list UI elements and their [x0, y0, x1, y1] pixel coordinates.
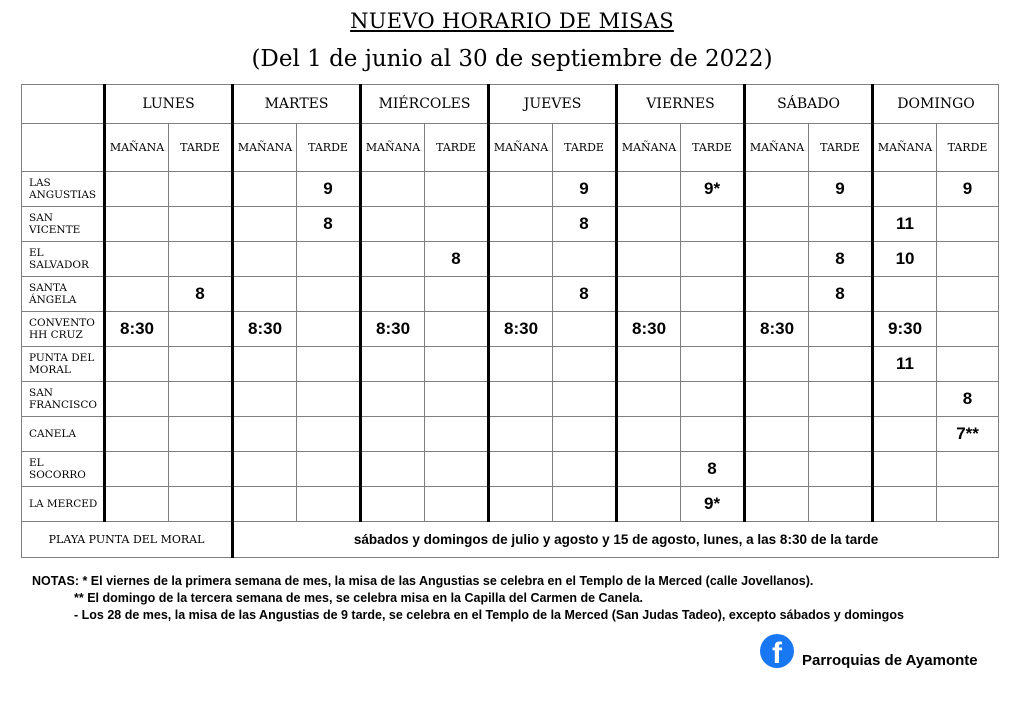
- corner-cell: [22, 124, 105, 172]
- mass-time-cell: 8:30: [489, 312, 553, 347]
- place-name-line: MORAL: [29, 364, 71, 376]
- table-row: [22, 417, 999, 452]
- place-name-line: CONVENTO: [29, 317, 95, 329]
- mass-time-cell: [809, 452, 873, 487]
- mass-time-cell: 7**: [937, 417, 999, 452]
- mass-time-cell: [745, 382, 809, 417]
- mass-time-cell: [617, 382, 681, 417]
- place-name-line: PUNTA DEL: [29, 352, 95, 364]
- mass-time-cell: [297, 452, 361, 487]
- mass-time-cell: [233, 487, 297, 522]
- place-name-line: SALVADOR: [29, 259, 89, 271]
- mass-time-cell: [553, 242, 617, 277]
- mass-time-cell: 11: [873, 207, 937, 242]
- mass-time-cell: [169, 487, 233, 522]
- mass-time-cell: [105, 277, 169, 312]
- mass-time-cell: [425, 382, 489, 417]
- mass-time-cell: 8: [425, 242, 489, 277]
- mass-time-cell: [489, 242, 553, 277]
- place-name-line: ÁNGELA: [29, 294, 77, 306]
- mass-time-cell: [489, 347, 553, 382]
- mass-time-cell: [425, 487, 489, 522]
- table-row: [22, 452, 999, 487]
- table-row: [22, 347, 999, 382]
- afternoon-header: TARDE: [425, 124, 489, 172]
- day-header: VIERNES: [617, 85, 745, 124]
- mass-time-cell: [425, 312, 489, 347]
- mass-time-cell: [937, 347, 999, 382]
- table-row: [22, 487, 999, 522]
- place-name: [22, 452, 105, 487]
- corner-cell: [22, 85, 105, 124]
- place-name-line: SAN VICENTE: [29, 212, 81, 236]
- mass-time-cell: [233, 382, 297, 417]
- mass-time-cell: [745, 347, 809, 382]
- mass-time-cell: [617, 277, 681, 312]
- mass-time-cell: [617, 417, 681, 452]
- mass-time-cell: [745, 487, 809, 522]
- mass-time-cell: [361, 242, 425, 277]
- afternoon-header: TARDE: [681, 124, 745, 172]
- mass-time-cell: 8: [809, 277, 873, 312]
- mass-time-cell: [681, 312, 745, 347]
- mass-time-cell: [745, 207, 809, 242]
- mass-time-cell: [617, 452, 681, 487]
- mass-time-cell: [489, 417, 553, 452]
- facebook-icon: [760, 634, 794, 668]
- table-row: [22, 277, 999, 312]
- place-name-line: LA MERCED: [29, 498, 98, 510]
- mass-time-cell: [553, 382, 617, 417]
- mass-time-cell: [169, 452, 233, 487]
- mass-time-cell: [873, 417, 937, 452]
- mass-time-cell: [233, 347, 297, 382]
- mass-time-cell: [553, 312, 617, 347]
- mass-time-cell: [169, 312, 233, 347]
- mass-time-cell: [809, 207, 873, 242]
- mass-time-cell: [361, 452, 425, 487]
- mass-time-cell: [297, 277, 361, 312]
- mass-time-cell: [105, 452, 169, 487]
- mass-time-cell: [681, 242, 745, 277]
- mass-time-cell: [297, 312, 361, 347]
- mass-time-cell: [681, 277, 745, 312]
- mass-time-cell: 8: [553, 277, 617, 312]
- mass-time-cell: [809, 417, 873, 452]
- day-header: JUEVES: [489, 85, 617, 124]
- mass-time-cell: [937, 207, 999, 242]
- day-header: SÁBADO: [745, 85, 873, 124]
- morning-header: MAÑANA: [233, 124, 297, 172]
- table-row: [22, 312, 999, 347]
- mass-time-cell: [233, 277, 297, 312]
- mass-time-cell: [425, 347, 489, 382]
- mass-time-cell: [169, 382, 233, 417]
- place-name-line: SANTA: [29, 282, 67, 294]
- mass-time-cell: [169, 347, 233, 382]
- mass-time-cell: [105, 242, 169, 277]
- footer-text: sábados y domingos de julio y agosto y 15 de agosto, lunes, a las 8:30 de la tarde: [233, 522, 999, 558]
- morning-header: MAÑANA: [105, 124, 169, 172]
- mass-time-cell: [105, 207, 169, 242]
- mass-time-cell: [233, 172, 297, 207]
- place-name-line: CANELA: [29, 428, 77, 440]
- place-name-line: EL: [29, 247, 44, 259]
- day-header: DOMINGO: [873, 85, 999, 124]
- place-name: [22, 172, 105, 207]
- afternoon-header: TARDE: [809, 124, 873, 172]
- mass-time-cell: [873, 382, 937, 417]
- table-row: [22, 172, 999, 207]
- mass-time-cell: [873, 277, 937, 312]
- place-name: [22, 382, 105, 417]
- morning-header: MAÑANA: [873, 124, 937, 172]
- place-name-line: ANGUSTIAS: [29, 189, 97, 201]
- place-name: [22, 487, 105, 522]
- footer-row: [22, 522, 999, 558]
- mass-time-cell: 8: [937, 382, 999, 417]
- mass-time-cell: [489, 207, 553, 242]
- mass-time-cell: 11: [873, 347, 937, 382]
- mass-time-cell: [489, 452, 553, 487]
- mass-time-cell: [425, 277, 489, 312]
- morning-header: MAÑANA: [489, 124, 553, 172]
- mass-time-cell: [809, 382, 873, 417]
- mass-time-cell: [937, 452, 999, 487]
- mass-time-cell: [297, 417, 361, 452]
- mass-time-cell: 8: [809, 242, 873, 277]
- mass-time-cell: [169, 242, 233, 277]
- mass-time-cell: [745, 242, 809, 277]
- notes: [32, 573, 904, 624]
- mass-time-cell: [297, 347, 361, 382]
- mass-time-cell: [361, 172, 425, 207]
- mass-time-cell: [681, 417, 745, 452]
- mass-time-cell: [553, 347, 617, 382]
- afternoon-header: TARDE: [553, 124, 617, 172]
- mass-time-cell: [361, 277, 425, 312]
- mass-time-cell: [489, 277, 553, 312]
- mass-time-cell: [489, 172, 553, 207]
- mass-time-cell: 8:30: [617, 312, 681, 347]
- mass-time-cell: 9*: [681, 172, 745, 207]
- mass-time-cell: [681, 347, 745, 382]
- mass-time-cell: 8: [169, 277, 233, 312]
- mass-time-cell: [617, 347, 681, 382]
- place-name: [22, 207, 105, 242]
- morning-header: MAÑANA: [745, 124, 809, 172]
- mass-time-cell: [169, 417, 233, 452]
- mass-time-cell: [681, 382, 745, 417]
- mass-time-cell: [425, 207, 489, 242]
- afternoon-header: TARDE: [297, 124, 361, 172]
- mass-time-cell: [745, 452, 809, 487]
- mass-time-cell: [105, 417, 169, 452]
- place-name-line: SAN: [29, 387, 53, 399]
- mass-time-cell: [617, 207, 681, 242]
- mass-time-cell: [361, 417, 425, 452]
- day-header: MIÉRCOLES: [361, 85, 489, 124]
- mass-time-cell: [361, 347, 425, 382]
- place-name: [22, 312, 105, 347]
- mass-time-cell: [745, 277, 809, 312]
- table-row: [22, 382, 999, 417]
- mass-time-cell: [169, 207, 233, 242]
- mass-time-cell: [297, 242, 361, 277]
- mass-time-cell: [233, 207, 297, 242]
- day-header: MARTES: [233, 85, 361, 124]
- mass-time-cell: [105, 382, 169, 417]
- table-row: [22, 242, 999, 277]
- mass-time-cell: 9: [297, 172, 361, 207]
- mass-time-cell: [937, 277, 999, 312]
- mass-time-cell: [809, 487, 873, 522]
- mass-time-cell: [873, 487, 937, 522]
- mass-time-cell: [425, 452, 489, 487]
- mass-time-cell: 9:30: [873, 312, 937, 347]
- mass-time-cell: [361, 487, 425, 522]
- mass-time-cell: [873, 172, 937, 207]
- mass-time-cell: [489, 487, 553, 522]
- mass-time-cell: [617, 487, 681, 522]
- mass-time-cell: [105, 487, 169, 522]
- mass-time-cell: [553, 487, 617, 522]
- mass-time-cell: [361, 382, 425, 417]
- place-name-line: HH CRUZ: [29, 329, 83, 341]
- mass-time-cell: 10: [873, 242, 937, 277]
- note-1: NOTAS: * El viernes de la primera semana de mes, la misa de las Angustias se celebra en el Templo de la Merced (calle Jovellanos).: [32, 574, 814, 588]
- mass-time-cell: 8:30: [361, 312, 425, 347]
- mass-time-cell: [617, 242, 681, 277]
- mass-time-cell: [105, 347, 169, 382]
- mass-time-cell: [425, 417, 489, 452]
- mass-time-cell: [489, 382, 553, 417]
- mass-time-cell: 8:30: [105, 312, 169, 347]
- mass-time-cell: [233, 242, 297, 277]
- mass-time-cell: [873, 452, 937, 487]
- afternoon-header: TARDE: [169, 124, 233, 172]
- mass-time-cell: 9: [937, 172, 999, 207]
- morning-header: MAÑANA: [617, 124, 681, 172]
- mass-time-cell: [937, 242, 999, 277]
- place-name: [22, 277, 105, 312]
- note-3: - Los 28 de mes, la misa de las Angustias de 9 tarde, se celebra en el Templo de la Merced (San Judas Tadeo), excepto sábados y domingos: [74, 608, 904, 622]
- mass-time-cell: [105, 172, 169, 207]
- mass-time-cell: 8: [553, 207, 617, 242]
- mass-time-cell: [617, 172, 681, 207]
- place-name: [22, 242, 105, 277]
- mass-time-cell: [233, 452, 297, 487]
- mass-time-cell: 8:30: [745, 312, 809, 347]
- morning-header: MAÑANA: [361, 124, 425, 172]
- place-name: [22, 347, 105, 382]
- mass-time-cell: [681, 207, 745, 242]
- brand-name: Parroquias de Ayamonte: [802, 652, 978, 669]
- mass-time-cell: 8:30: [233, 312, 297, 347]
- place-name: [22, 417, 105, 452]
- mass-time-cell: [809, 347, 873, 382]
- mass-time-cell: [361, 207, 425, 242]
- mass-time-cell: [745, 172, 809, 207]
- mass-time-cell: 9: [553, 172, 617, 207]
- mass-time-cell: 9: [809, 172, 873, 207]
- schedule-table: [21, 84, 999, 558]
- mass-time-cell: [553, 417, 617, 452]
- day-header: LUNES: [105, 85, 233, 124]
- mass-time-cell: [553, 452, 617, 487]
- mass-time-cell: 8: [297, 207, 361, 242]
- page-subtitle: (Del 1 de junio al 30 de septiembre de 2022): [251, 46, 773, 72]
- place-name-line: EL SOCORRO: [29, 457, 86, 481]
- facebook-glyph: f: [772, 637, 782, 670]
- mass-time-cell: [745, 417, 809, 452]
- place-name-line: FRANCISCO: [29, 399, 97, 411]
- mass-time-cell: [169, 172, 233, 207]
- mass-time-cell: [233, 417, 297, 452]
- mass-time-cell: [425, 172, 489, 207]
- mass-time-cell: [937, 312, 999, 347]
- mass-time-cell: [297, 382, 361, 417]
- mass-time-cell: [809, 312, 873, 347]
- mass-time-cell: 8: [681, 452, 745, 487]
- mass-time-cell: [937, 487, 999, 522]
- place-name-line: LAS: [29, 177, 51, 189]
- page-title: NUEVO HORARIO DE MISAS: [350, 9, 674, 33]
- note-2: ** El domingo de la tercera semana de mes, se celebra misa en la Capilla del Carmen de Canela.: [74, 591, 643, 605]
- mass-time-cell: 9*: [681, 487, 745, 522]
- afternoon-header: TARDE: [937, 124, 999, 172]
- footer-place: PLAYA PUNTA DEL MORAL: [22, 522, 233, 558]
- table-row: [22, 207, 999, 242]
- mass-time-cell: [297, 487, 361, 522]
